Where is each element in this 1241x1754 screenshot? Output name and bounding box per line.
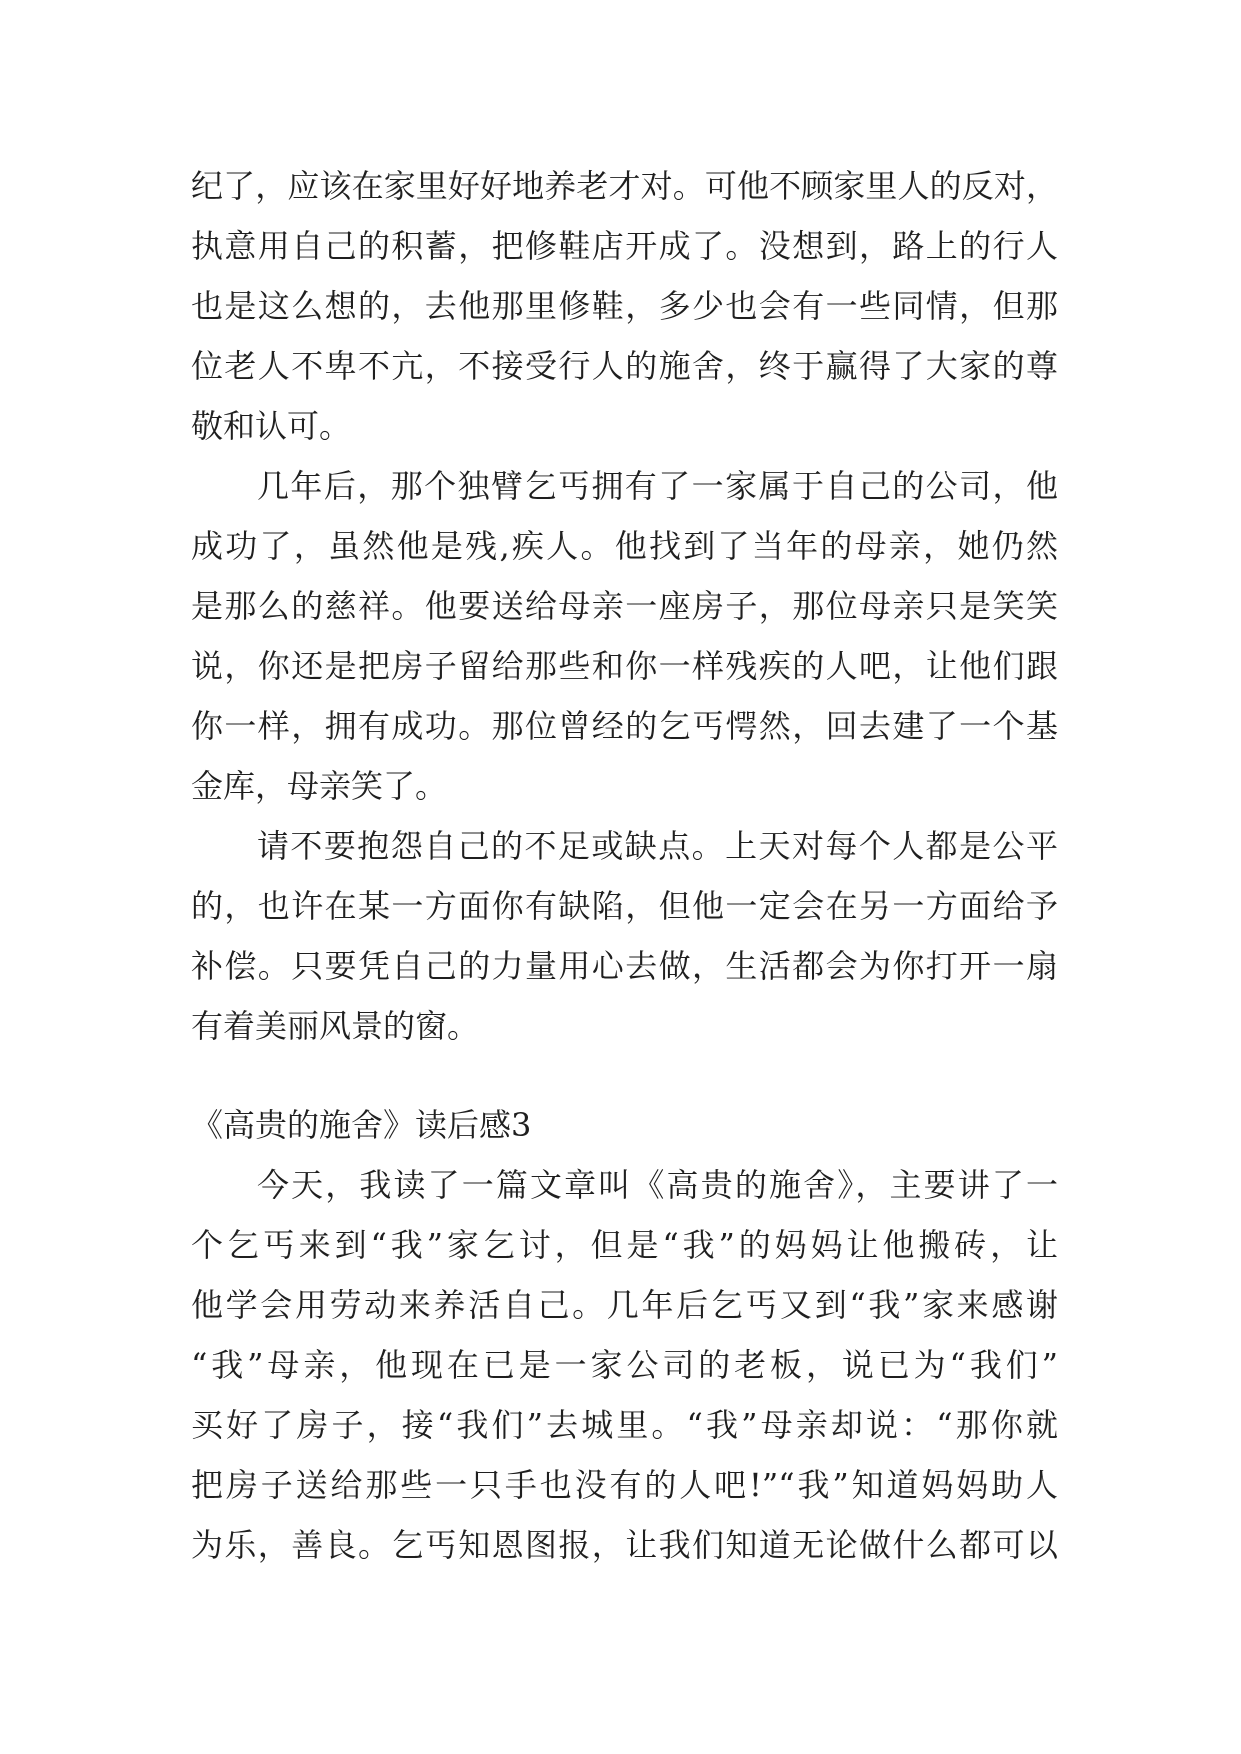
text-line: 也是这么想的，去他那里修鞋，多少也会有一些同情，但那 bbox=[191, 287, 1058, 325]
text-line: 你一样，拥有成功。那位曾经的乞丐愕然，回去建了一个基 bbox=[191, 707, 1058, 745]
essay-continuation bbox=[191, 156, 1058, 1056]
text-line: 敬和认可。 bbox=[191, 407, 352, 445]
text-line: 金库，母亲笑了。 bbox=[191, 767, 448, 805]
text-line: 他学会用劳动来养活自己。几年后乞丐又到“我”家来感谢 bbox=[191, 1286, 1058, 1324]
section-heading: 《高贵的施舍》读后感3 bbox=[191, 1106, 532, 1144]
text-line: 个乞丐来到“我”家乞讨，但是“我”的妈妈让他搬砖，让 bbox=[191, 1226, 1058, 1264]
text-line: “我”母亲，他现在已是一家公司的老板，说已为“我们” bbox=[191, 1346, 1058, 1384]
text-line: 有着美丽风景的窗。 bbox=[191, 1007, 480, 1045]
text-line: 补偿。只要凭自己的力量用心去做，生活都会为你打开一扇 bbox=[191, 947, 1058, 985]
paragraph bbox=[191, 456, 1058, 816]
text-line: 为乐，善良。乞丐知恩图报，让我们知道无论做什么都可以 bbox=[191, 1526, 1058, 1564]
text-line: 把房子送给那些一只手也没有的人吧!”“我”知道妈妈助人 bbox=[191, 1466, 1058, 1504]
text-line: 成功了，虽然他是残,疾人。他找到了当年的母亲，她仍然 bbox=[191, 527, 1058, 565]
paragraph bbox=[191, 816, 1058, 1056]
text-line: 纪了，应该在家里好好地养老才对。可他不顾家里人的反对， bbox=[191, 167, 1058, 205]
text-line: 几年后，那个独臂乞丐拥有了一家属于自己的公司，他 bbox=[257, 467, 1058, 505]
document-body bbox=[191, 156, 1058, 1575]
text-line: 位老人不卑不亢，不接受行人的施舍，终于赢得了大家的尊 bbox=[191, 347, 1058, 385]
text-line: 的，也许在某一方面你有缺陷，但他一定会在另一方面给予 bbox=[191, 887, 1058, 925]
text-line: 执意用自己的积蓄，把修鞋店开成了。没想到，路上的行人 bbox=[191, 227, 1058, 265]
essay-section bbox=[191, 1095, 1058, 1575]
text-line: 今天，我读了一篇文章叫《高贵的施舍》，主要讲了一 bbox=[257, 1166, 1058, 1204]
paragraph bbox=[191, 156, 1058, 456]
paragraph bbox=[191, 1155, 1058, 1575]
text-line: 是那么的慈祥。他要送给母亲一座房子，那位母亲只是笑笑 bbox=[191, 587, 1058, 625]
text-line: 买好了房子，接“我们”去城里。“我”母亲却说：“那你就 bbox=[191, 1406, 1058, 1444]
text-line: 请不要抱怨自己的不足或缺点。上天对每个人都是公平 bbox=[257, 827, 1058, 865]
text-line: 说，你还是把房子留给那些和你一样残疾的人吧，让他们跟 bbox=[191, 647, 1058, 685]
